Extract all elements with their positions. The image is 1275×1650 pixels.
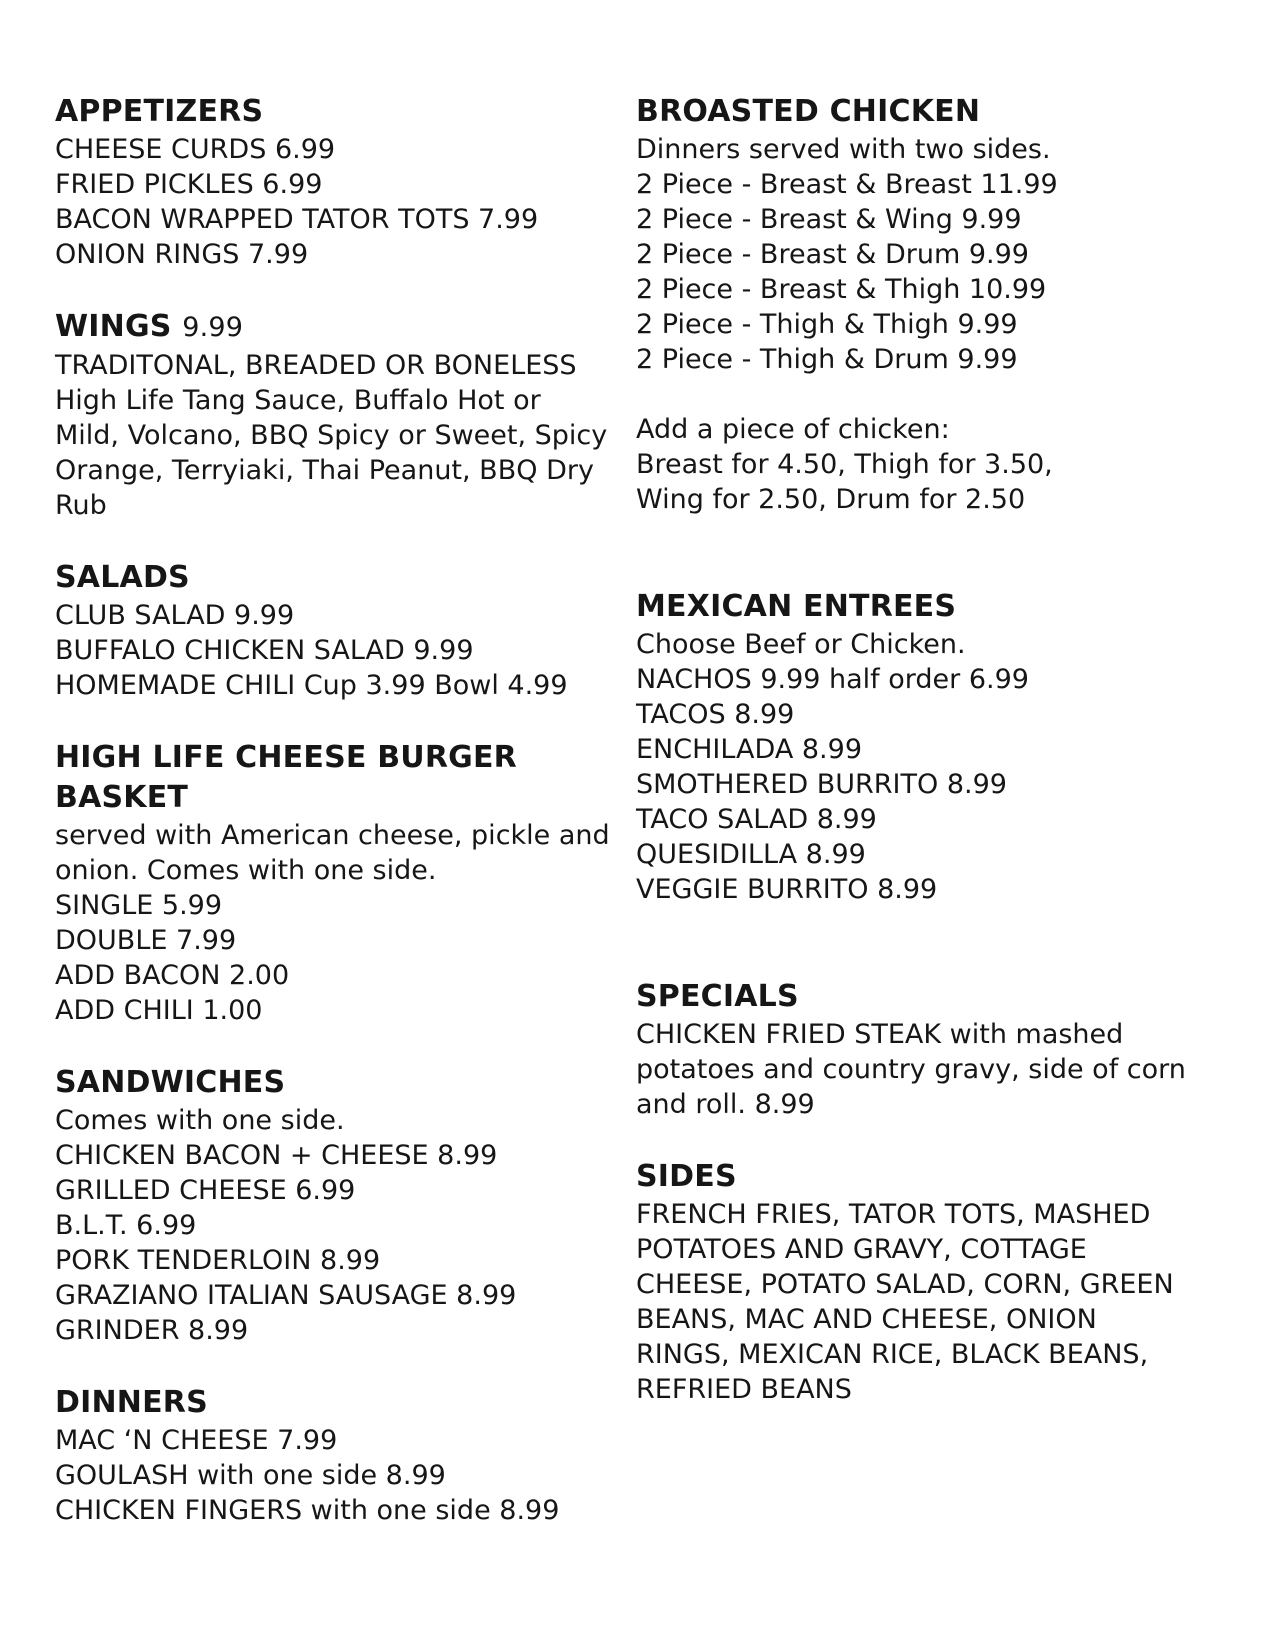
wings-sauce-line: Mild, Volcano, BBQ Spicy or Sweet, Spicy xyxy=(55,420,608,451)
specials-line: potatoes and country gravy, side of corn xyxy=(636,1054,1186,1085)
wings-price: 9.99 xyxy=(182,312,244,343)
burger-title-line-1: HIGH LIFE CHEESE BURGER xyxy=(55,740,517,775)
wings-sauce-line: Orange, Terryiaki, Thai Peanut, BBQ Dry xyxy=(55,455,594,486)
sandwiches-title: SANDWICHES xyxy=(55,1065,286,1100)
sides-title: SIDES xyxy=(636,1159,737,1194)
burger-description-line: served with American cheese, pickle and xyxy=(55,820,610,851)
sides-line: POTATOES AND GRAVY, COTTAGE xyxy=(636,1234,1087,1265)
menu-item: CLUB SALAD 9.99 xyxy=(55,600,295,631)
menu-item: GRILLED CHEESE 6.99 xyxy=(55,1175,356,1206)
wings-sauce-line: Rub xyxy=(55,490,107,521)
specials-title: SPECIALS xyxy=(636,979,799,1014)
wings-sauce-line: High Life Tang Sauce, Buffalo Hot or xyxy=(55,385,541,416)
menu-item: BUFFALO CHICKEN SALAD 9.99 xyxy=(55,635,474,666)
menu-item: CHEESE CURDS 6.99 xyxy=(55,134,336,165)
menu-item: 2 Piece - Breast & Breast 11.99 xyxy=(636,169,1058,200)
sides-line: REFRIED BEANS xyxy=(636,1374,852,1405)
menu-item: 2 Piece - Breast & Wing 9.99 xyxy=(636,204,1022,235)
menu-item: 2 Piece - Breast & Drum 9.99 xyxy=(636,239,1029,270)
sides-line: FRENCH FRIES, TATOR TOTS, MASHED xyxy=(636,1199,1151,1230)
appetizers-section xyxy=(55,92,615,272)
wings-section xyxy=(55,307,615,523)
mexican-entrees-section xyxy=(636,587,1236,907)
sides-line: BEANS, MAC AND CHEESE, ONION xyxy=(636,1304,1097,1335)
menu-item: HOMEMADE CHILI Cup 3.99 Bowl 4.99 xyxy=(55,670,568,701)
appetizers-title: APPETIZERS xyxy=(55,94,264,129)
menu-item: FRIED PICKLES 6.99 xyxy=(55,169,323,200)
menu-item: B.L.T. 6.99 xyxy=(55,1210,197,1241)
add-chicken-line: Wing for 2.50, Drum for 2.50 xyxy=(636,484,1026,515)
mexican-note: Choose Beef or Chicken. xyxy=(636,629,966,660)
menu-item: VEGGIE BURRITO 8.99 xyxy=(636,874,938,905)
menu-left-column xyxy=(55,92,615,1528)
broasted-chicken-section xyxy=(636,92,1236,517)
menu-item: ONION RINGS 7.99 xyxy=(55,239,309,270)
dinners-section xyxy=(55,1383,615,1528)
specials-line: and roll. 8.99 xyxy=(636,1089,815,1120)
menu-item: CHICKEN BACON + CHEESE 8.99 xyxy=(55,1140,498,1171)
menu-item: GOULASH with one side 8.99 xyxy=(55,1460,446,1491)
menu-item: ADD BACON 2.00 xyxy=(55,960,290,991)
menu-item: 2 Piece - Thigh & Drum 9.99 xyxy=(636,344,1018,375)
wings-title xyxy=(55,307,615,348)
sides-line: CHEESE, POTATO SALAD, CORN, GREEN xyxy=(636,1269,1174,1300)
salads-title: SALADS xyxy=(55,560,190,595)
menu-item: PORK TENDERLOIN 8.99 xyxy=(55,1245,381,1276)
specials-line: CHICKEN FRIED STEAK with mashed xyxy=(636,1019,1124,1050)
menu-item: SMOTHERED BURRITO 8.99 xyxy=(636,769,1007,800)
menu-item: DOUBLE 7.99 xyxy=(55,925,237,956)
sandwiches-section xyxy=(55,1063,615,1348)
broasted-note: Dinners served with two sides. xyxy=(636,134,1051,165)
menu-item: MAC ‘N CHEESE 7.99 xyxy=(55,1425,338,1456)
menu-item: GRAZIANO ITALIAN SAUSAGE 8.99 xyxy=(55,1280,517,1311)
sides-section xyxy=(636,1157,1236,1407)
add-chicken-title: Add a piece of chicken: xyxy=(636,414,950,445)
broasted-chicken-title: BROASTED CHICKEN xyxy=(636,94,981,129)
burger-section xyxy=(55,738,615,1028)
add-chicken-line: Breast for 4.50, Thigh for 3.50, xyxy=(636,449,1053,480)
salads-section xyxy=(55,558,615,703)
sandwiches-note: Comes with one side. xyxy=(55,1105,345,1136)
menu-item: GRINDER 8.99 xyxy=(55,1315,249,1346)
mexican-entrees-title: MEXICAN ENTREES xyxy=(636,589,957,624)
sides-line: RINGS, MEXICAN RICE, BLACK BEANS, xyxy=(636,1339,1149,1370)
dinners-title: DINNERS xyxy=(55,1385,208,1420)
burger-description-line: onion. Comes with one side. xyxy=(55,855,437,886)
menu-item: TACOS 8.99 xyxy=(636,699,795,730)
wings-styles: TRADITONAL, BREADED OR BONELESS xyxy=(55,350,577,381)
menu-item: QUESIDILLA 8.99 xyxy=(636,839,866,870)
wings-title-text: WINGS xyxy=(55,309,172,344)
menu-item: 2 Piece - Thigh & Thigh 9.99 xyxy=(636,309,1018,340)
menu-item: SINGLE 5.99 xyxy=(55,890,223,921)
menu-item: ENCHILADA 8.99 xyxy=(636,734,862,765)
menu-item: 2 Piece - Breast & Thigh 10.99 xyxy=(636,274,1047,305)
menu-item: NACHOS 9.99 half order 6.99 xyxy=(636,664,1029,695)
menu-item: CHICKEN FINGERS with one side 8.99 xyxy=(55,1495,560,1526)
burger-title-line-2: BASKET xyxy=(55,780,189,815)
menu-right-column xyxy=(636,92,1236,1407)
specials-section xyxy=(636,977,1236,1122)
menu-item: BACON WRAPPED TATOR TOTS 7.99 xyxy=(55,204,539,235)
menu-item: ADD CHILI 1.00 xyxy=(55,995,263,1026)
menu-item: TACO SALAD 8.99 xyxy=(636,804,877,835)
